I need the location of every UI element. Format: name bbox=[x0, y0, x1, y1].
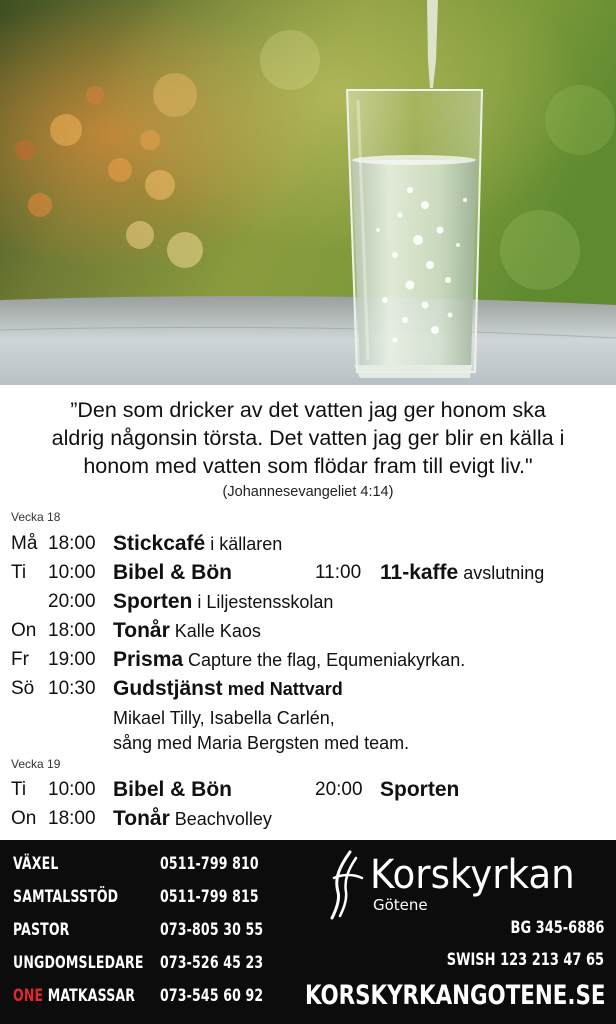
quote-line: honom med vatten som flödar fram till evigt liv." bbox=[83, 454, 533, 478]
event-title: Prisma bbox=[113, 648, 184, 671]
event bbox=[113, 805, 272, 834]
time: 10:00 bbox=[48, 562, 96, 583]
event-title: Stickcafé bbox=[113, 532, 206, 555]
contact-label: VÄXEL bbox=[13, 854, 59, 874]
brand-name: Korskyrkan bbox=[370, 852, 575, 898]
hero-photo bbox=[0, 0, 616, 385]
matkassar-label: MATKASSAR bbox=[43, 986, 136, 1006]
schedule-row bbox=[0, 559, 616, 587]
contact-number: 0511-799 810 bbox=[160, 854, 259, 874]
one-label: ONE bbox=[13, 986, 44, 1006]
time: 18:00 bbox=[48, 533, 96, 554]
event-title: Tonår bbox=[113, 619, 170, 642]
event-detail: avslutning bbox=[458, 563, 545, 583]
day: Ti bbox=[11, 562, 27, 583]
event-title: 11-kaffe bbox=[380, 561, 459, 584]
event bbox=[113, 617, 261, 646]
contact-label: PASTOR bbox=[13, 920, 70, 940]
quote-line: aldrig någonsin törsta. Det vatten jag ger blir en källa i bbox=[51, 426, 565, 450]
time: 11:00 bbox=[315, 562, 362, 583]
website-link[interactable]: KORSKYRKANGOTENE.SE bbox=[305, 980, 606, 1011]
contact-number: 073-545 60 92 bbox=[160, 986, 264, 1006]
day: Fr bbox=[11, 649, 29, 670]
time: 20:00 bbox=[315, 779, 363, 800]
quote-reference: (Johannesevangeliet 4:14) bbox=[222, 484, 394, 500]
bankgiro: BG 345-6886 bbox=[510, 918, 604, 938]
event bbox=[113, 646, 465, 675]
event-title: Tonår bbox=[113, 807, 170, 830]
event-detail: i Liljestensskolan bbox=[192, 592, 334, 612]
contact-label: UNGDOMSLEDARE bbox=[13, 953, 144, 973]
event bbox=[113, 530, 282, 559]
brand-location: Götene bbox=[373, 896, 428, 914]
event bbox=[113, 675, 343, 704]
schedule-row bbox=[0, 617, 616, 645]
event-detail: Capture the flag, Equmeniakyrkan. bbox=[183, 650, 466, 670]
schedule-row bbox=[0, 646, 616, 674]
contact-number: 073-526 45 23 bbox=[160, 953, 264, 973]
time: 10:00 bbox=[48, 779, 96, 800]
schedule-row bbox=[0, 588, 616, 616]
day: On bbox=[11, 808, 37, 829]
event-title: Sporten bbox=[113, 590, 193, 613]
event-title: Bibel & Bön bbox=[113, 561, 232, 584]
event-title: Bibel & Bön bbox=[113, 778, 232, 801]
schedule-row bbox=[0, 530, 616, 558]
event-detail-line: Mikael Tilly, Isabella Carlén, bbox=[113, 708, 335, 728]
contact-label: SAMTALSSTÖD bbox=[13, 887, 119, 907]
time: 18:00 bbox=[48, 808, 96, 829]
contact-number: 0511-799 815 bbox=[160, 887, 259, 907]
cross-flame-logo-icon bbox=[328, 848, 366, 920]
bible-quote bbox=[0, 396, 616, 480]
day: Sö bbox=[11, 678, 35, 699]
time: 18:00 bbox=[48, 620, 96, 641]
event bbox=[380, 559, 544, 588]
event-title: Gudstjänst bbox=[113, 677, 223, 700]
week-label: Vecka 18 bbox=[11, 510, 61, 524]
day: Må bbox=[11, 533, 38, 554]
contact-footer bbox=[0, 840, 616, 1024]
event-detail: Beachvolley bbox=[169, 809, 272, 829]
quote-line: ”Den som dricker av det vatten jag ger honom ska bbox=[70, 398, 546, 422]
schedule-row bbox=[0, 805, 616, 833]
event-detail-line: sång med Maria Bergsten med team. bbox=[113, 733, 410, 753]
day: On bbox=[11, 620, 37, 641]
event-detail: i källaren bbox=[205, 534, 283, 554]
time: 19:00 bbox=[48, 649, 96, 670]
schedule-row bbox=[0, 776, 616, 804]
week-label: Vecka 19 bbox=[11, 757, 61, 771]
time: 20:00 bbox=[48, 591, 96, 612]
contact-number: 073-805 30 55 bbox=[160, 920, 264, 940]
time: 10:30 bbox=[48, 678, 96, 699]
event-detail: Kalle Kaos bbox=[169, 621, 261, 641]
contact-label bbox=[13, 986, 135, 1006]
swish-number: SWISH 123 213 47 65 bbox=[446, 950, 604, 970]
schedule-row bbox=[0, 675, 616, 703]
event bbox=[113, 588, 333, 617]
day: Ti bbox=[11, 779, 27, 800]
event-detail: med Nattvard bbox=[222, 679, 343, 699]
event-title: Sporten bbox=[380, 778, 460, 801]
